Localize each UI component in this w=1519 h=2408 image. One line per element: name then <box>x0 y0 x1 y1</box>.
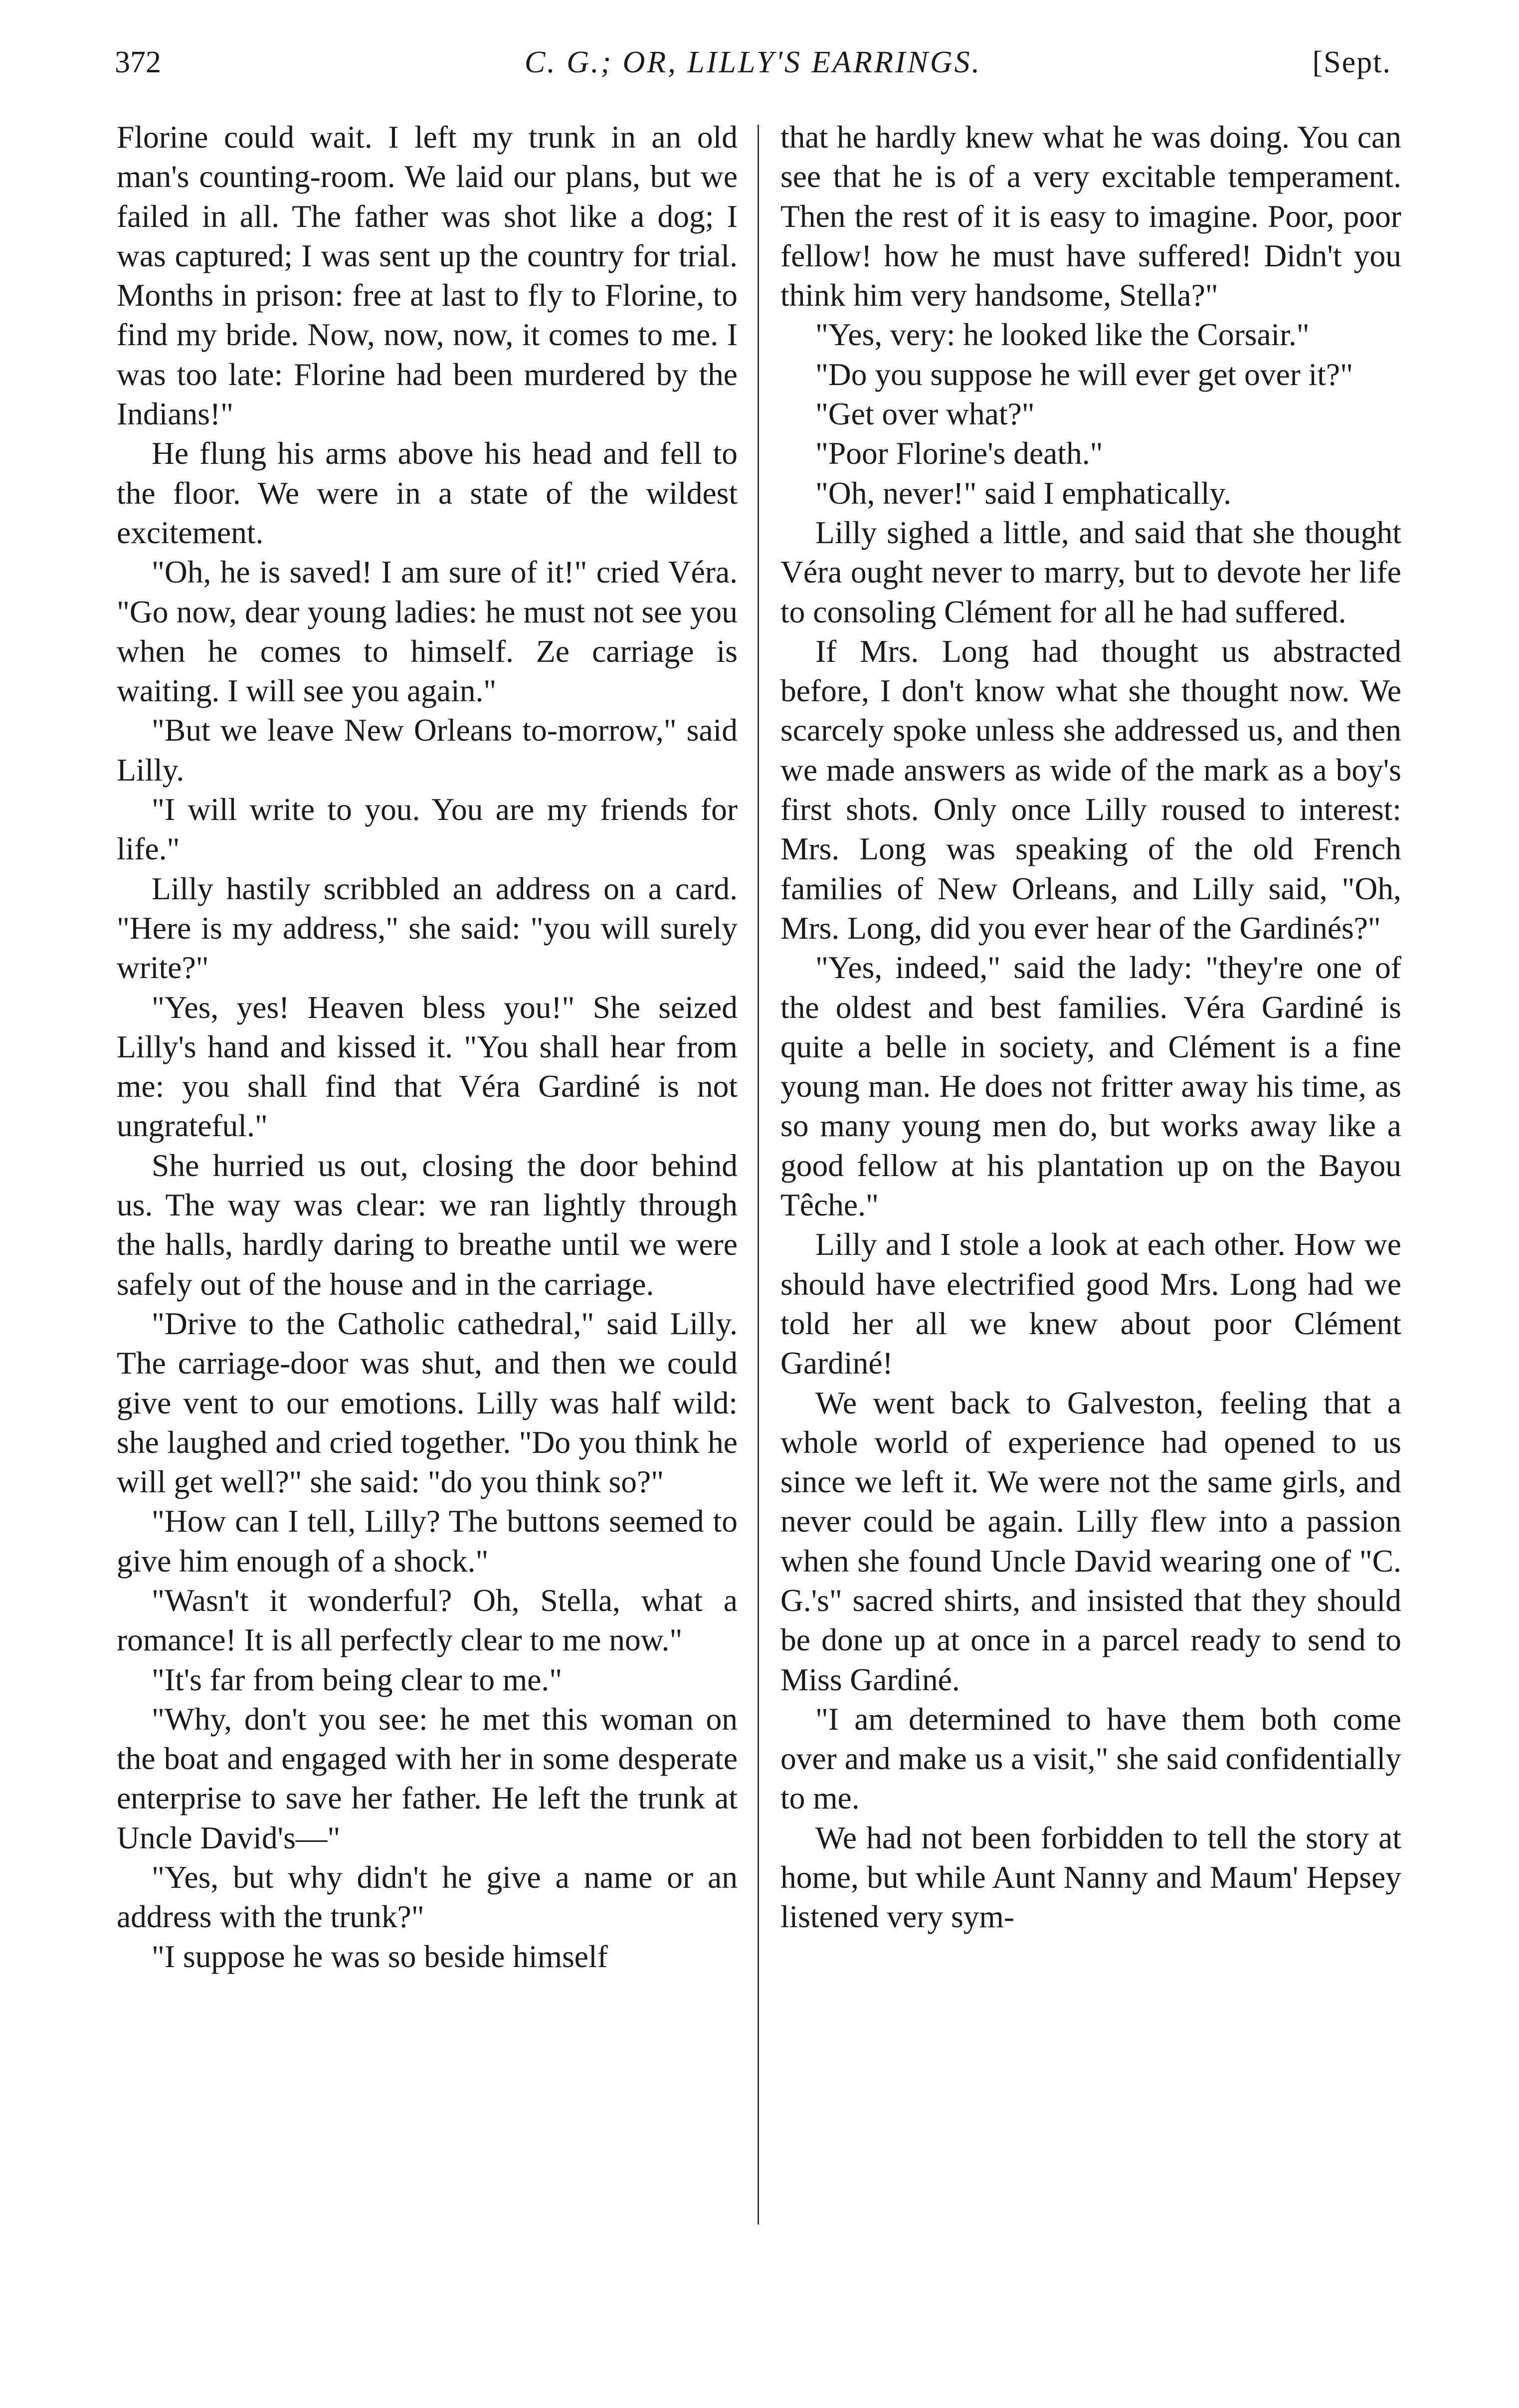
paragraph: "I will write to you. You are my friends for life." <box>117 792 738 867</box>
paragraph: "I suppose he was so beside himself <box>152 1938 608 1974</box>
left-column <box>117 117 738 1976</box>
paragraph: "Yes, but why didn't he give a name or an address with the trunk?" <box>117 1859 738 1935</box>
paragraph: "Yes, indeed," said the lady: "they're one of the oldest and best families. Véra Gardiné is quite a belle in society, and Clément is a fine young man. He does not fritter away his time, as so many young men do, but works away like a good fellow at his plantation up on the Bayou Têche." <box>780 950 1401 1223</box>
paragraph: Lilly hastily scribbled an address on a card. "Here is my address," she said: "you will surely write?" <box>117 870 738 986</box>
paragraph: "Yes, very: he looked like the Corsair." <box>815 317 1310 353</box>
paragraph: "Wasn't it wonderful? Oh, Stella, what a romance! It is all perfectly clear to me now." <box>117 1582 738 1658</box>
paragraph: He flung his arms above his head and fell to the floor. We were in a state of the wildest excitement. <box>117 435 738 550</box>
paragraph: "But we leave New Orleans to-morrow," said Lilly. <box>117 712 738 788</box>
paragraph: "Oh, he is saved! I am sure of it!" cried Véra. "Go now, dear young ladies: he must not see you when he comes to himself. Ze carriage is waiting. I will see you again." <box>117 554 738 709</box>
paragraph: "How can I tell, Lilly? The buttons seemed to give him enough of a shock." <box>117 1503 738 1579</box>
paragraph: We had not been forbidden to tell the story at home, but while Aunt Nanny and Maum' Hepsey listened very sym- <box>780 1819 1401 1935</box>
paragraph: We went back to Galveston, feeling that a whole world of experience had opened to us since we left it. We were not the same girls, and never could be again. Lilly flew into a passion when she found Uncle David wearing one of "C. G.'s" sacred shirts, and insisted that they should be done up at once in a parcel ready to send to Miss Gardiné. <box>780 1385 1401 1697</box>
paragraph: She hurried us out, closing the door behind us. The way was clear: we ran lightly through the halls, hardly daring to breathe until we were safely out of the house and in the carriage. <box>117 1147 738 1302</box>
paragraph: "It's far from being clear to me." <box>152 1661 563 1697</box>
column-divider <box>758 125 759 2224</box>
paragraph: Lilly and I stole a look at each other. How we should have electrified good Mrs. Long had we told her all we knew about poor Clément Gardiné! <box>780 1226 1401 1381</box>
paragraph: that he hardly knew what he was doing. You can see that he is of a very excitable temperament. Then the rest of it is easy to imagine. Poor, poor fellow! how he must have suffered! Didn't you think him very handsome, Stella?" <box>780 119 1401 313</box>
page-number: 372 <box>115 45 161 79</box>
paragraph: If Mrs. Long had thought us abstracted before, I don't know what she thought now. We scarcely spoke unless she addressed us, and then we made answers as wide of the mark as a boy's first shots. Only once Lilly roused to interest: Mrs. Long was speaking of the old French families of New Orleans, and Lilly said, "Oh, Mrs. Long, did you ever hear of the Gardinés?" <box>780 633 1401 946</box>
paragraph: "Drive to the Catholic cathedral," said Lilly. The carriage-door was shut, and then we could give vent to our emotions. Lilly was half wild: she laughed and cried together. "Do you think he will get well?" she said: "do you think so?" <box>117 1305 738 1500</box>
paragraph: Florine could wait. I left my trunk in an old man's counting-room. We laid our plans, but we failed in all. The father was shot like a dog; I was captured; I was sent up the country for trial. Months in prison: free at last to fly to Florine, to find my bride. Now, now, now, it comes to me. I was too late: Florine had been murdered by the Indians!" <box>117 119 738 432</box>
paragraph: "Yes, yes! Heaven bless you!" She seized Lilly's hand and kissed it. "You shall hear from me: you shall find that Véra Gardiné is not ungrateful." <box>117 989 738 1144</box>
right-column <box>780 117 1401 1937</box>
paragraph: Lilly sighed a little, and said that she thought Véra ought never to marry, but to devote her life to consoling Clément for all he had suffered. <box>780 514 1401 629</box>
running-head <box>115 40 1391 85</box>
section-mark: [Sept. <box>1312 45 1391 79</box>
paragraph: "Get over what?" <box>815 396 1035 432</box>
paragraph: "Why, don't you see: he met this woman on the boat and engaged with her in some desperate enterprise to save her father. He left the trunk at Uncle David's—" <box>117 1701 738 1855</box>
paragraph: "Poor Florine's death." <box>815 435 1103 471</box>
paragraph: "Oh, never!" said I emphatically. <box>815 475 1232 511</box>
paragraph: "I am determined to have them both come over and make us a visit," she said confidentially to me. <box>780 1701 1401 1816</box>
paragraph: "Do you suppose he will ever get over it?" <box>815 356 1353 392</box>
running-title: C. G.; OR, LILLY'S EARRINGS. <box>524 45 982 79</box>
